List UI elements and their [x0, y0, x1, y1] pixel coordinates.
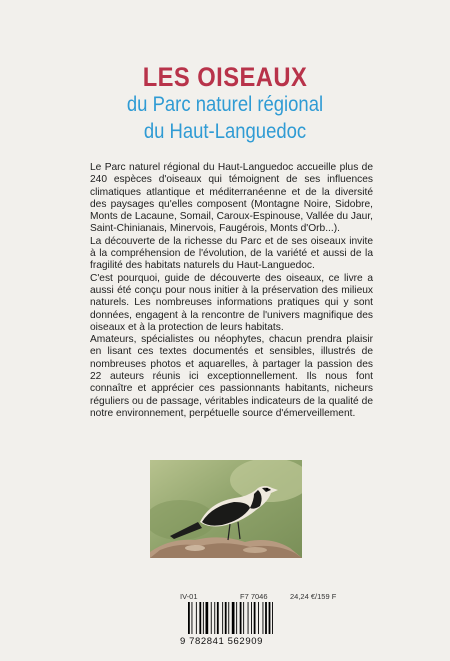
isbn-barcode	[186, 602, 286, 636]
isbn-digits: 9 782841 562909	[180, 636, 263, 647]
blurb-paragraph-2: La découverte de la richesse du Parc et de ses oiseaux invite à la compréhension de l'évolution, de la variété et aussi de la fragilité des habitats naturels du Haut-Languedoc.	[90, 235, 373, 272]
book-subtitle-line2: du Haut-Languedoc	[143, 120, 307, 143]
reference-code: F7 7046	[240, 592, 268, 601]
blurb-paragraph-4: Amateurs, spécialistes ou néophytes, chacun prendra plaisir en lisant ces textes documentés et sensibles, illustrés de nombreuses photos et aquarelles, à partager la passion des 22 auteurs réunis ici exceptionnellement. Ils nous font connaître et apprécier ces passionnants habitants, nicheurs réguliers ou de passage, véritables indicateurs de la qualité de notre environnement, perpétuelle source d'émerveillement.	[90, 334, 373, 419]
wheatear-illustration	[150, 460, 302, 558]
blurb-paragraph-3: C'est pourquoi, guide de découverte des oiseaux, ce livre a aussi été conçu pour nous initier à la préservation des milieux naturels. Les nombreuses informations pratiques qui y sont données, engagent à la rencontre de l'univers magnifique des oiseaux et à la protection de leurs habitats.	[90, 272, 373, 333]
price-label: 24,24 €/159 F	[290, 592, 337, 601]
blurb-text	[90, 162, 373, 420]
edition-code: IV-01	[180, 592, 198, 601]
book-subtitle-line1: du Parc naturel régional	[126, 93, 324, 116]
bird-photo	[150, 460, 302, 558]
barcode-block	[180, 592, 410, 652]
book-title: LES OISEAUX	[142, 62, 308, 92]
blurb-paragraph-1: Le Parc naturel régional du Haut-Languedoc accueille plus de 240 espèces d'oiseaux qui témoignent de ses influences climatiques atlantique et méditerranéenne et de la diversité des paysages qu'elles composent (Montagne Noire, Sidobre, Monts de Lacaune, Somail, Caroux-Espinouse, Vallée du Jaur, Saint-Chinianais, Minervois, Faugérois, Monts d'Orb...).	[90, 162, 373, 235]
